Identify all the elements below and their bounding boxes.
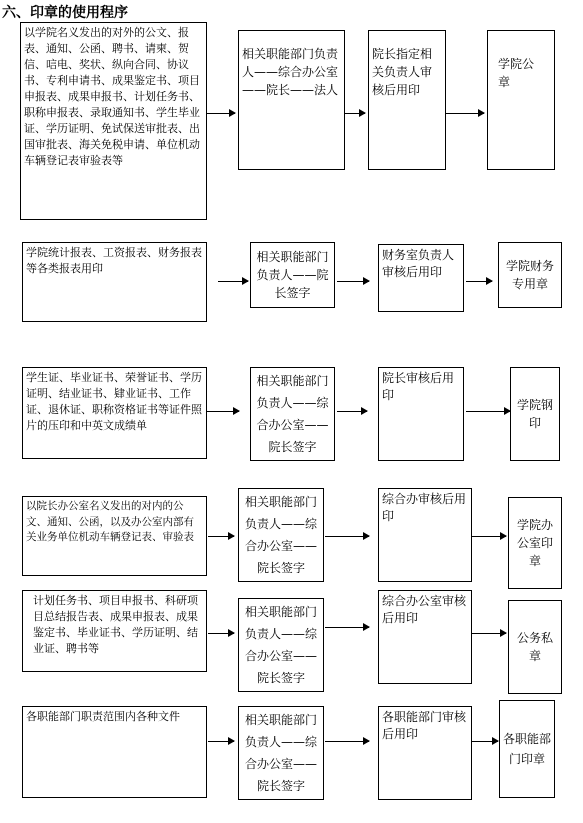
row2-arrow-2 [337,281,369,282]
row5-arrow-1 [208,633,234,634]
page-title: 六、印章的使用程序 [2,5,128,21]
row2-source-box: 学院统计报表、工资报表、财务报表等各类报表用印 [22,242,207,322]
row2-seal-box: 学院财务专用章 [498,242,562,308]
row5-arrow-2 [325,627,369,628]
row4-step1-box: 相关职能部门负责人——综合办公室——院长签字 [238,488,324,582]
row5-step1-box: 相关职能部门负责人——综合办公室——院长签字 [238,598,324,692]
row4-arrow-1 [208,536,234,537]
row5-source-box: 计划任务书、项目申报书、科研项目总结报告表、成果申报表、成果鉴定书、毕业证书、学历证明、结业证、聘书等 [22,590,207,672]
row3-arrow-3 [466,411,510,412]
row2-step1-box: 相关职能部门负责人——院长签字 [250,242,335,308]
row1-arrow-2 [345,113,365,114]
row6-arrow-3 [472,741,498,742]
row3-arrow-2 [337,411,367,412]
row1-seal-box: 学院公章 [487,30,555,170]
row4-arrow-3 [472,536,506,537]
row2-arrow-3 [466,281,492,282]
row2-step2-box: 财务室负责人审核后用印 [378,244,464,312]
row4-arrow-2 [325,536,369,537]
row6-step2-box: 各职能部门审核后用印 [378,706,472,800]
row3-source-box: 学生证、毕业证书、荣誉证书、学历证明、结业证书、肄业证书、工作证、退休证、职称资格证书等证件照片的压印和中英文成绩单 [22,367,207,459]
row4-source-box: 以院长办公室名义发出的对内的公文、通知、公函，以及办公室内部有关业务单位机动车辆登记表、审验表 [22,496,207,576]
row6-source-box: 各职能部门职责范围内各种文件 [22,706,207,798]
row1-step1-box: 相关职能部门负责人——综合办公室——院长——法人 [238,30,345,170]
row1-arrow-3 [446,113,484,114]
row3-step1-box: 相关职能部门负责人——综合办公室——院长签字 [250,367,335,461]
row5-arrow-3 [472,633,506,634]
row3-step2-box: 院长审核后用印 [378,367,464,461]
row2-arrow-1 [218,281,248,282]
row4-step2-box: 综合办审核后用印 [378,488,472,582]
row3-seal-box: 学院钢印 [510,367,560,461]
row6-arrow-2 [325,741,369,742]
row6-step1-box: 相关职能部门负责人——综合办公室——院长签字 [238,706,324,800]
row4-seal-box: 学院办公室印章 [508,497,562,589]
row6-seal-box: 各职能部门印章 [499,700,555,798]
row6-arrow-1 [208,741,234,742]
row5-seal-box: 公务私章 [508,600,562,694]
row3-arrow-1 [207,411,239,412]
row5-step2-box: 综合办公室审核后用印 [378,590,472,684]
row1-step2-box: 院长指定相关负责人审核后用印 [368,30,446,170]
row1-arrow-1 [207,113,235,114]
row1-source-box: 以学院名义发出的对外的公文、报表、通知、公函、聘书、请柬、贺信、唁电、奖状、纵向合同、协议书、专利申请书、成果鉴定书、项目申报表、成果申报书、计划任务书、职称申报表、录取通知书、学生毕业证、学历证明、免试保送审批表、出国审批表、海关免税申请、单位机动车辆登记表审验表等 [20,22,207,220]
